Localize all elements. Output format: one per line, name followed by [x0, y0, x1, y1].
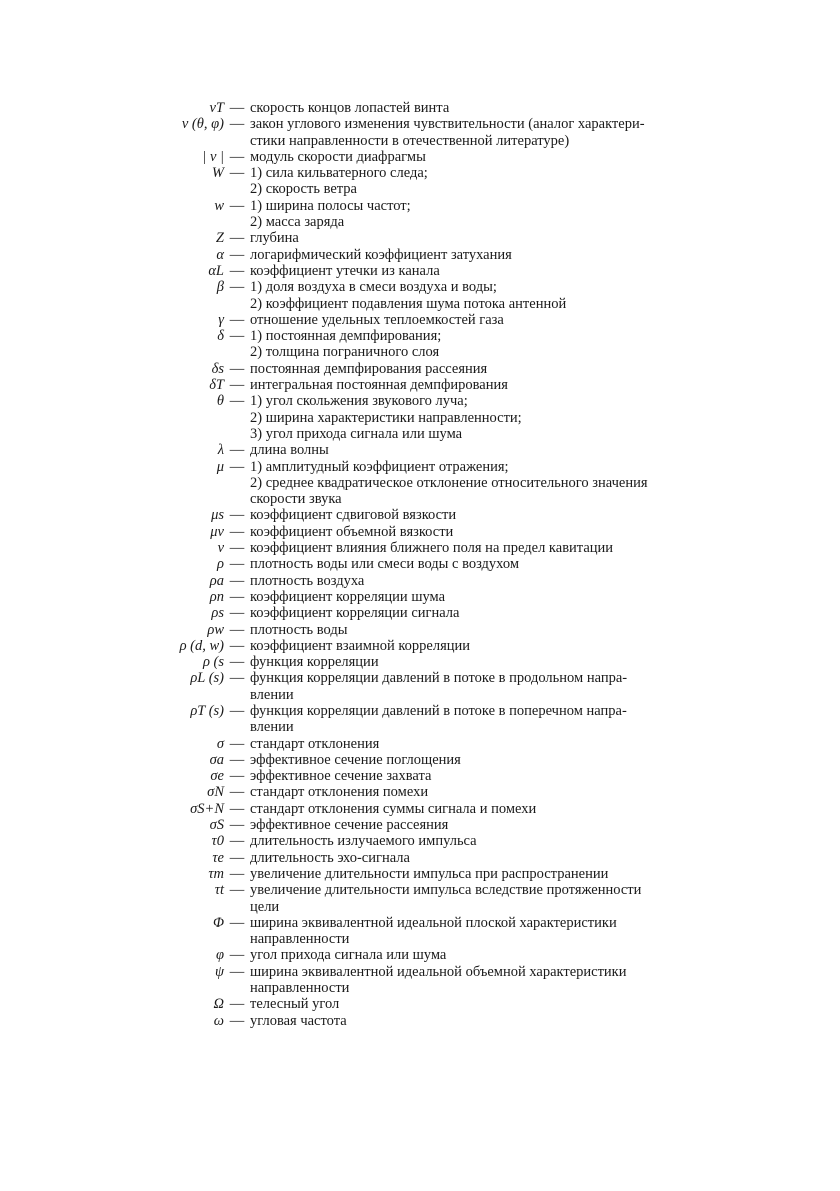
definition-line: скорость концов лопастей винта: [250, 100, 450, 116]
glossary-entry: [0, 736, 840, 752]
entry-symbol: αL: [208, 262, 224, 279]
entry-symbol: ρ (d, w): [179, 637, 224, 654]
definition-line: стандарт отклонения: [250, 735, 380, 752]
entry-definition: [250, 866, 715, 882]
entry-symbol: φ: [215, 947, 224, 964]
definition-line: интегральная постоянная демпфирования: [250, 377, 508, 394]
entry-symbol: σS: [209, 817, 224, 834]
entry-symbol: Ω: [213, 996, 224, 1013]
entry-dash: —: [229, 246, 245, 263]
entry-definition: [250, 801, 715, 817]
entry-definition: [250, 670, 715, 703]
entry-symbol: ω: [213, 1012, 224, 1029]
glossary-entry: [0, 328, 840, 361]
symbol-glossary: [0, 100, 840, 1029]
entry-definition: [250, 768, 715, 784]
definition-line: модуль скорости диафрагмы: [250, 148, 426, 165]
entry-definition: [250, 882, 715, 915]
definition-line: коэффициент корреляции сигнала: [250, 605, 460, 622]
entry-definition: [250, 573, 715, 589]
definition-line: 2) скорость ветра: [250, 181, 357, 198]
entry-symbol: μ: [216, 458, 224, 475]
glossary-entry: [0, 149, 840, 165]
entry-definition: [250, 833, 715, 849]
entry-definition: [250, 605, 715, 621]
entry-symbol: μs: [211, 507, 224, 524]
definition-line: коэффициент взаимной корреляции: [250, 637, 471, 654]
definition-line: увеличение длительности импульса при распространении: [250, 865, 609, 882]
definition-line: коэффициент сдвиговой вязкости: [250, 507, 457, 524]
definition-line: 2) среднее квадратическое отклонение относительного значения: [250, 474, 648, 491]
definition-line: 1) доля воздуха в смеси воздуха и воды;: [250, 279, 497, 296]
entry-definition: [250, 964, 715, 997]
entry-dash: —: [229, 914, 245, 931]
entry-dash: —: [229, 621, 245, 638]
entry-definition: [250, 736, 715, 752]
entry-dash: —: [229, 311, 245, 328]
entry-dash: —: [229, 768, 245, 785]
glossary-entry: [0, 442, 840, 458]
entry-definition: [250, 996, 715, 1012]
entry-symbol: τm: [208, 865, 224, 882]
entry-symbol: ρw: [207, 621, 224, 638]
glossary-entry: [0, 752, 840, 768]
entry-dash: —: [229, 963, 245, 980]
glossary-entry: [0, 850, 840, 866]
entry-definition: [250, 1013, 715, 1029]
glossary-entry: [0, 882, 840, 915]
entry-definition: [250, 198, 715, 231]
glossary-entry: [0, 801, 840, 817]
entry-definition: [250, 100, 715, 116]
entry-symbol: θ: [216, 393, 224, 410]
entry-definition: [250, 312, 715, 328]
entry-definition: [250, 459, 715, 508]
definition-line: закон углового изменения чувствительности (аналог характери-: [250, 116, 645, 133]
glossary-entry: [0, 507, 840, 523]
entry-definition: [250, 540, 715, 556]
glossary-entry: [0, 230, 840, 246]
entry-symbol: ρs: [211, 605, 224, 622]
entry-dash: —: [229, 262, 245, 279]
glossary-entry: [0, 312, 840, 328]
entry-dash: —: [229, 442, 245, 459]
entry-symbol: σN: [207, 784, 224, 801]
glossary-entry: [0, 247, 840, 263]
glossary-entry: [0, 670, 840, 703]
entry-definition: [250, 279, 715, 312]
glossary-entry: [0, 996, 840, 1012]
definition-line: функция корреляции давлений в потоке в поперечном напра-: [250, 702, 627, 719]
entry-dash: —: [229, 165, 245, 182]
entry-symbol: ψ: [214, 963, 224, 980]
entry-definition: [250, 442, 715, 458]
glossary-entry: [0, 1013, 840, 1029]
entry-dash: —: [229, 947, 245, 964]
entry-definition: [250, 507, 715, 523]
entry-dash: —: [229, 996, 245, 1013]
glossary-entry: [0, 654, 840, 670]
glossary-entry: [0, 279, 840, 312]
entry-definition: [250, 638, 715, 654]
entry-symbol: vT: [209, 100, 224, 116]
glossary-entry: [0, 556, 840, 572]
definition-line: скорости звука: [250, 491, 342, 508]
glossary-entry: [0, 784, 840, 800]
entry-definition: [250, 622, 715, 638]
glossary-entry: [0, 833, 840, 849]
entry-definition: [250, 915, 715, 948]
entry-dash: —: [229, 148, 245, 165]
entry-definition: [250, 247, 715, 263]
entry-definition: [250, 654, 715, 670]
definition-line: 2) ширина характеристики направленности;: [250, 409, 522, 426]
entry-dash: —: [229, 882, 245, 899]
entry-symbol: ρ (s: [202, 654, 224, 671]
glossary-entry: [0, 768, 840, 784]
definition-line: влении: [250, 686, 294, 703]
entry-symbol: σe: [210, 768, 224, 785]
definition-line: стандарт отклонения суммы сигнала и помехи: [250, 800, 537, 817]
entry-dash: —: [229, 654, 245, 671]
definition-line: угол прихода сигнала или шума: [250, 947, 447, 964]
glossary-entry: [0, 605, 840, 621]
entry-dash: —: [229, 702, 245, 719]
entry-symbol: Z: [215, 230, 224, 247]
entry-symbol: ν: [217, 540, 224, 557]
entry-symbol: μv: [210, 523, 224, 540]
definition-line: ширина эквивалентной идеальной объемной характеристики: [250, 963, 627, 980]
entry-dash: —: [229, 523, 245, 540]
definition-line: увеличение длительности импульса вследствие протяженности: [250, 882, 642, 899]
entry-dash: —: [229, 230, 245, 247]
definition-line: длительность излучаемого импульса: [250, 833, 477, 850]
definition-line: плотность воды или смеси воды с воздухом: [250, 556, 520, 573]
entry-symbol: σS+N: [190, 800, 224, 817]
entry-dash: —: [229, 556, 245, 573]
entry-definition: [250, 328, 715, 361]
entry-definition: [250, 393, 715, 442]
entry-symbol: ρT (s): [190, 702, 224, 719]
entry-dash: —: [229, 540, 245, 557]
entry-dash: —: [229, 360, 245, 377]
definition-line: эффективное сечение поглощения: [250, 751, 461, 768]
definition-line: коэффициент корреляции шума: [250, 588, 446, 605]
definition-line: длительность эхо-сигнала: [250, 849, 410, 866]
entry-definition: [250, 589, 715, 605]
definition-line: стандарт отклонения помехи: [250, 784, 429, 801]
glossary-entry: [0, 198, 840, 231]
glossary-entry: [0, 638, 840, 654]
entry-dash: —: [229, 833, 245, 850]
entry-definition: [250, 361, 715, 377]
entry-definition: [250, 263, 715, 279]
glossary-entry: [0, 361, 840, 377]
entry-definition: [250, 230, 715, 246]
definition-line: угловая частота: [250, 1012, 347, 1029]
definition-line: 1) ширина полосы частот;: [250, 197, 411, 214]
glossary-entry: [0, 393, 840, 442]
entry-dash: —: [229, 605, 245, 622]
glossary-entry: [0, 116, 840, 149]
entry-definition: [250, 752, 715, 768]
definition-line: отношение удельных теплоемкостей газа: [250, 311, 504, 328]
glossary-entry: [0, 573, 840, 589]
entry-symbol: Φ: [212, 914, 224, 931]
definition-line: функция корреляции давлений в потоке в продольном напра-: [250, 670, 628, 687]
definition-line: 1) сила кильватерного следа;: [250, 165, 428, 182]
definition-line: влении: [250, 719, 294, 736]
entry-definition: [250, 817, 715, 833]
entry-dash: —: [229, 100, 245, 116]
definition-line: плотность воздуха: [250, 572, 365, 589]
entry-dash: —: [229, 849, 245, 866]
definition-line: 3) угол прихода сигнала или шума: [250, 425, 463, 442]
entry-definition: [250, 377, 715, 393]
entry-dash: —: [229, 458, 245, 475]
glossary-entry: [0, 100, 840, 116]
entry-dash: —: [229, 572, 245, 589]
entry-dash: —: [229, 784, 245, 801]
entry-dash: —: [229, 328, 245, 345]
entry-definition: [250, 850, 715, 866]
definition-line: постоянная демпфирования рассеяния: [250, 360, 488, 377]
definition-line: коэффициент влияния ближнего поля на предел кавитации: [250, 540, 614, 557]
entry-symbol: σ: [216, 735, 224, 752]
entry-dash: —: [229, 637, 245, 654]
entry-symbol: ρn: [209, 588, 224, 605]
entry-definition: [250, 556, 715, 572]
definition-line: плотность воды: [250, 621, 348, 638]
glossary-entry: [0, 377, 840, 393]
entry-symbol: | v |: [202, 148, 224, 165]
entry-dash: —: [229, 279, 245, 296]
glossary-entry: [0, 703, 840, 736]
entry-definition: [250, 149, 715, 165]
definition-line: 1) постоянная демпфирования;: [250, 328, 442, 345]
entry-dash: —: [229, 817, 245, 834]
entry-symbol: τ0: [211, 833, 224, 850]
entry-symbol: γ: [218, 311, 224, 328]
entry-symbol: δs: [211, 360, 224, 377]
entry-symbol: v (θ, φ): [181, 116, 224, 133]
entry-symbol: σa: [209, 751, 224, 768]
glossary-entry: [0, 817, 840, 833]
definition-line: цели: [250, 898, 280, 915]
entry-definition: [250, 524, 715, 540]
entry-dash: —: [229, 588, 245, 605]
glossary-entry: [0, 866, 840, 882]
entry-symbol: ρ: [217, 556, 224, 573]
definition-line: стики направленности в отечественной литературе): [250, 132, 570, 149]
definition-line: эффективное сечение захвата: [250, 768, 432, 785]
entry-dash: —: [229, 116, 245, 133]
definition-line: направленности: [250, 931, 350, 948]
entry-definition: [250, 165, 715, 198]
entry-dash: —: [229, 507, 245, 524]
glossary-entry: [0, 964, 840, 997]
definition-line: глубина: [250, 230, 299, 247]
definition-line: 2) масса заряда: [250, 214, 345, 231]
entry-dash: —: [229, 393, 245, 410]
glossary-entry: [0, 915, 840, 948]
entry-dash: —: [229, 865, 245, 882]
entry-symbol: δT: [209, 377, 224, 394]
definition-line: 2) толщина пограничного слоя: [250, 344, 440, 361]
entry-dash: —: [229, 751, 245, 768]
entry-symbol: ρa: [209, 572, 224, 589]
definition-line: функция корреляции: [250, 654, 379, 671]
entry-definition: [250, 703, 715, 736]
entry-symbol: λ: [217, 442, 224, 459]
entry-definition: [250, 784, 715, 800]
definition-line: 1) амплитудный коэффициент отражения;: [250, 458, 509, 475]
glossary-entry: [0, 947, 840, 963]
glossary-entry: [0, 165, 840, 198]
entry-dash: —: [229, 197, 245, 214]
entry-definition: [250, 116, 715, 149]
entry-symbol: τt: [214, 882, 224, 899]
glossary-entry: [0, 263, 840, 279]
glossary-entry: [0, 589, 840, 605]
glossary-entry: [0, 459, 840, 508]
definition-line: коэффициент объемной вязкости: [250, 523, 454, 540]
definition-line: логарифмический коэффициент затухания: [250, 246, 512, 263]
entry-symbol: τe: [212, 849, 224, 866]
entry-symbol: β: [216, 279, 224, 296]
entry-symbol: ρL (s): [190, 670, 224, 687]
glossary-entry: [0, 622, 840, 638]
definition-line: эффективное сечение рассеяния: [250, 817, 449, 834]
definition-line: ширина эквивалентной идеальной плоской характеристики: [250, 914, 617, 931]
definition-line: телесный угол: [250, 996, 340, 1013]
glossary-entry: [0, 524, 840, 540]
entry-dash: —: [229, 670, 245, 687]
entry-symbol: δ: [217, 328, 224, 345]
definition-line: коэффициент утечки из канала: [250, 262, 440, 279]
definition-line: 2) коэффициент подавления шума потока антенной: [250, 295, 567, 312]
entry-definition: [250, 947, 715, 963]
entry-symbol: w: [214, 197, 224, 214]
glossary-entry: [0, 540, 840, 556]
entry-dash: —: [229, 1012, 245, 1029]
entry-dash: —: [229, 377, 245, 394]
entry-dash: —: [229, 800, 245, 817]
definition-line: направленности: [250, 980, 350, 997]
entry-symbol: α: [216, 246, 224, 263]
definition-line: 1) угол скольжения звукового луча;: [250, 393, 468, 410]
entry-symbol: W: [211, 165, 224, 182]
entry-dash: —: [229, 735, 245, 752]
definition-line: длина волны: [250, 442, 329, 459]
